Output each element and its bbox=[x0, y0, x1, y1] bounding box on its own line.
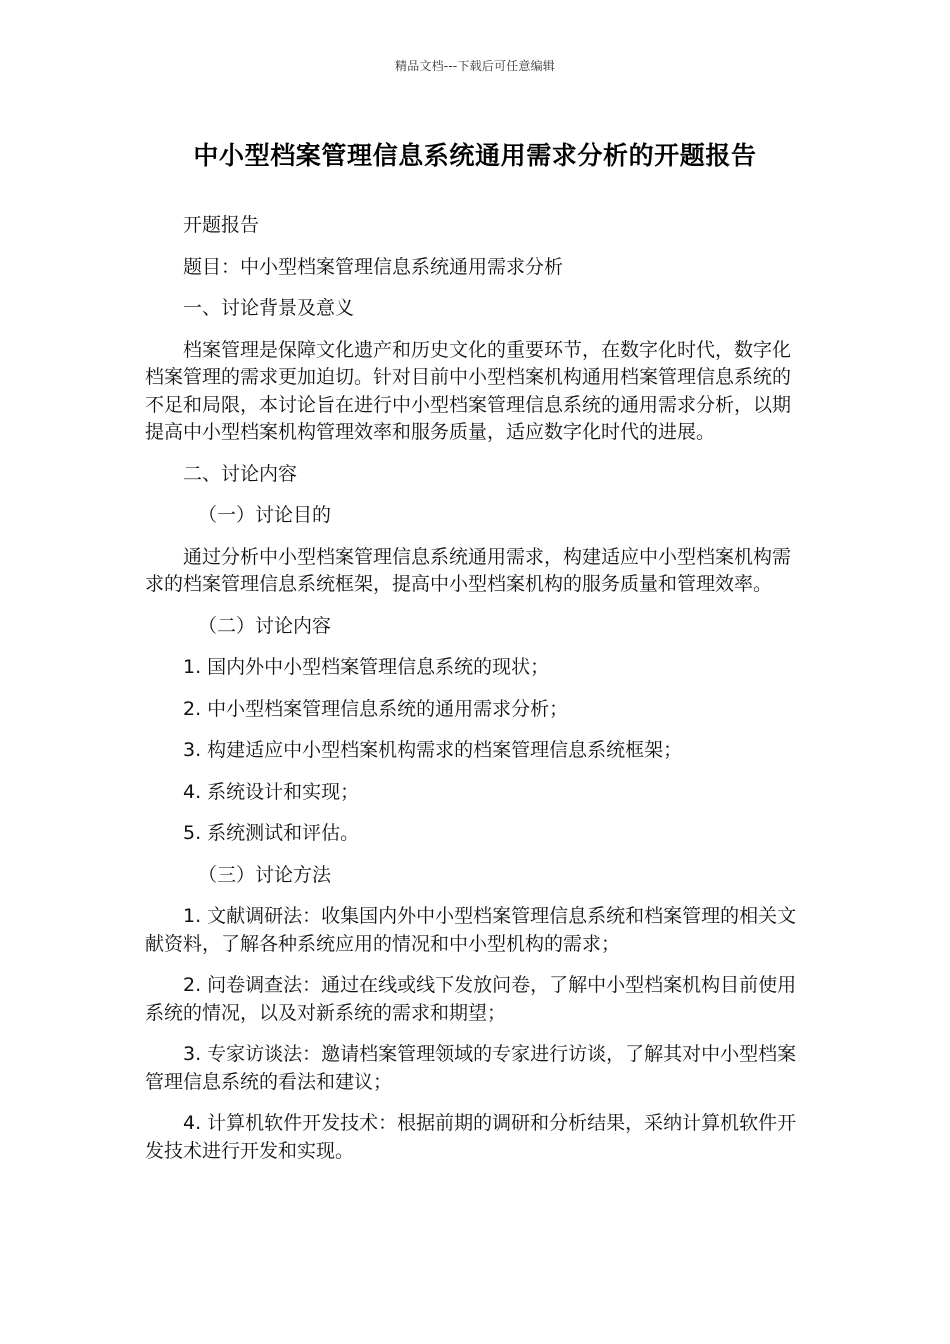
header-note: 精品文档---下载后可任意编辑 bbox=[395, 59, 555, 73]
list-item-content-5: 5. 系统测试和评估。 bbox=[183, 822, 360, 844]
document-title: 中小型档案管理信息系统通用需求分析的开题报告 bbox=[193, 141, 757, 170]
paragraph-topic: 题目：中小型档案管理信息系统通用需求分析 bbox=[183, 255, 564, 278]
list-item-content-4: 4. 系统设计和实现； bbox=[183, 780, 360, 803]
subsection-heading-content: （二）讨论内容 bbox=[198, 614, 332, 637]
subsection-heading-purpose: （一）讨论目的 bbox=[198, 504, 332, 526]
document-body bbox=[145, 212, 805, 1179]
list-item-method-2: 2. 问卷调查法：通过在线或线下发放问卷，了解中小型档案机构目前使用系统的情况，以及对新系统的需求和期望； bbox=[145, 974, 797, 1024]
paragraph-report-label: 开题报告 bbox=[183, 214, 260, 236]
list-item-content-1: 1. 国内外中小型档案管理信息系统的现状； bbox=[183, 656, 550, 678]
list-item-content-3: 3. 构建适应中小型档案机构需求的档案管理信息系统框架； bbox=[183, 739, 683, 761]
section-heading-content: 二、讨论内容 bbox=[183, 462, 298, 485]
list-item-content-2: 2. 中小型档案管理信息系统的通用需求分析； bbox=[183, 697, 569, 720]
paragraph-purpose: 通过分析中小型档案管理信息系统通用需求，构建适应中小型档案机构需求的档案管理信息系统框架，提高中小型档案机构的服务质量和管理效率。 bbox=[145, 545, 792, 595]
list-item-method-4: 4. 计算机软件开发技术：根据前期的调研和分析结果，采纳计算机软件开发技术进行开发和实现。 bbox=[145, 1112, 797, 1162]
list-item-method-3: 3. 专家访谈法：邀请档案管理领域的专家进行访谈，了解其对中小型档案管理信息系统的看法和建议； bbox=[145, 1043, 797, 1093]
list-item-method-1: 1. 文献调研法：收集国内外中小型档案管理信息系统和档案管理的相关文献资料，了解各种系统应用的情况和中小型机构的需求； bbox=[145, 905, 797, 955]
paragraph-background: 档案管理是保障文化遗产和历史文化的重要环节，在数字化时代，数字化档案管理的需求更加迫切。针对目前中小型档案机构通用档案管理信息系统的不足和局限，本讨论旨在进行中小型档案管理信息系统的通用需求分析，以期提高中小型档案机构管理效率和服务质量，适应数字化时代的进展。 bbox=[145, 338, 792, 443]
section-heading-background: 一、讨论背景及意义 bbox=[183, 297, 355, 319]
subsection-heading-methods: （三）讨论方法 bbox=[198, 863, 332, 886]
